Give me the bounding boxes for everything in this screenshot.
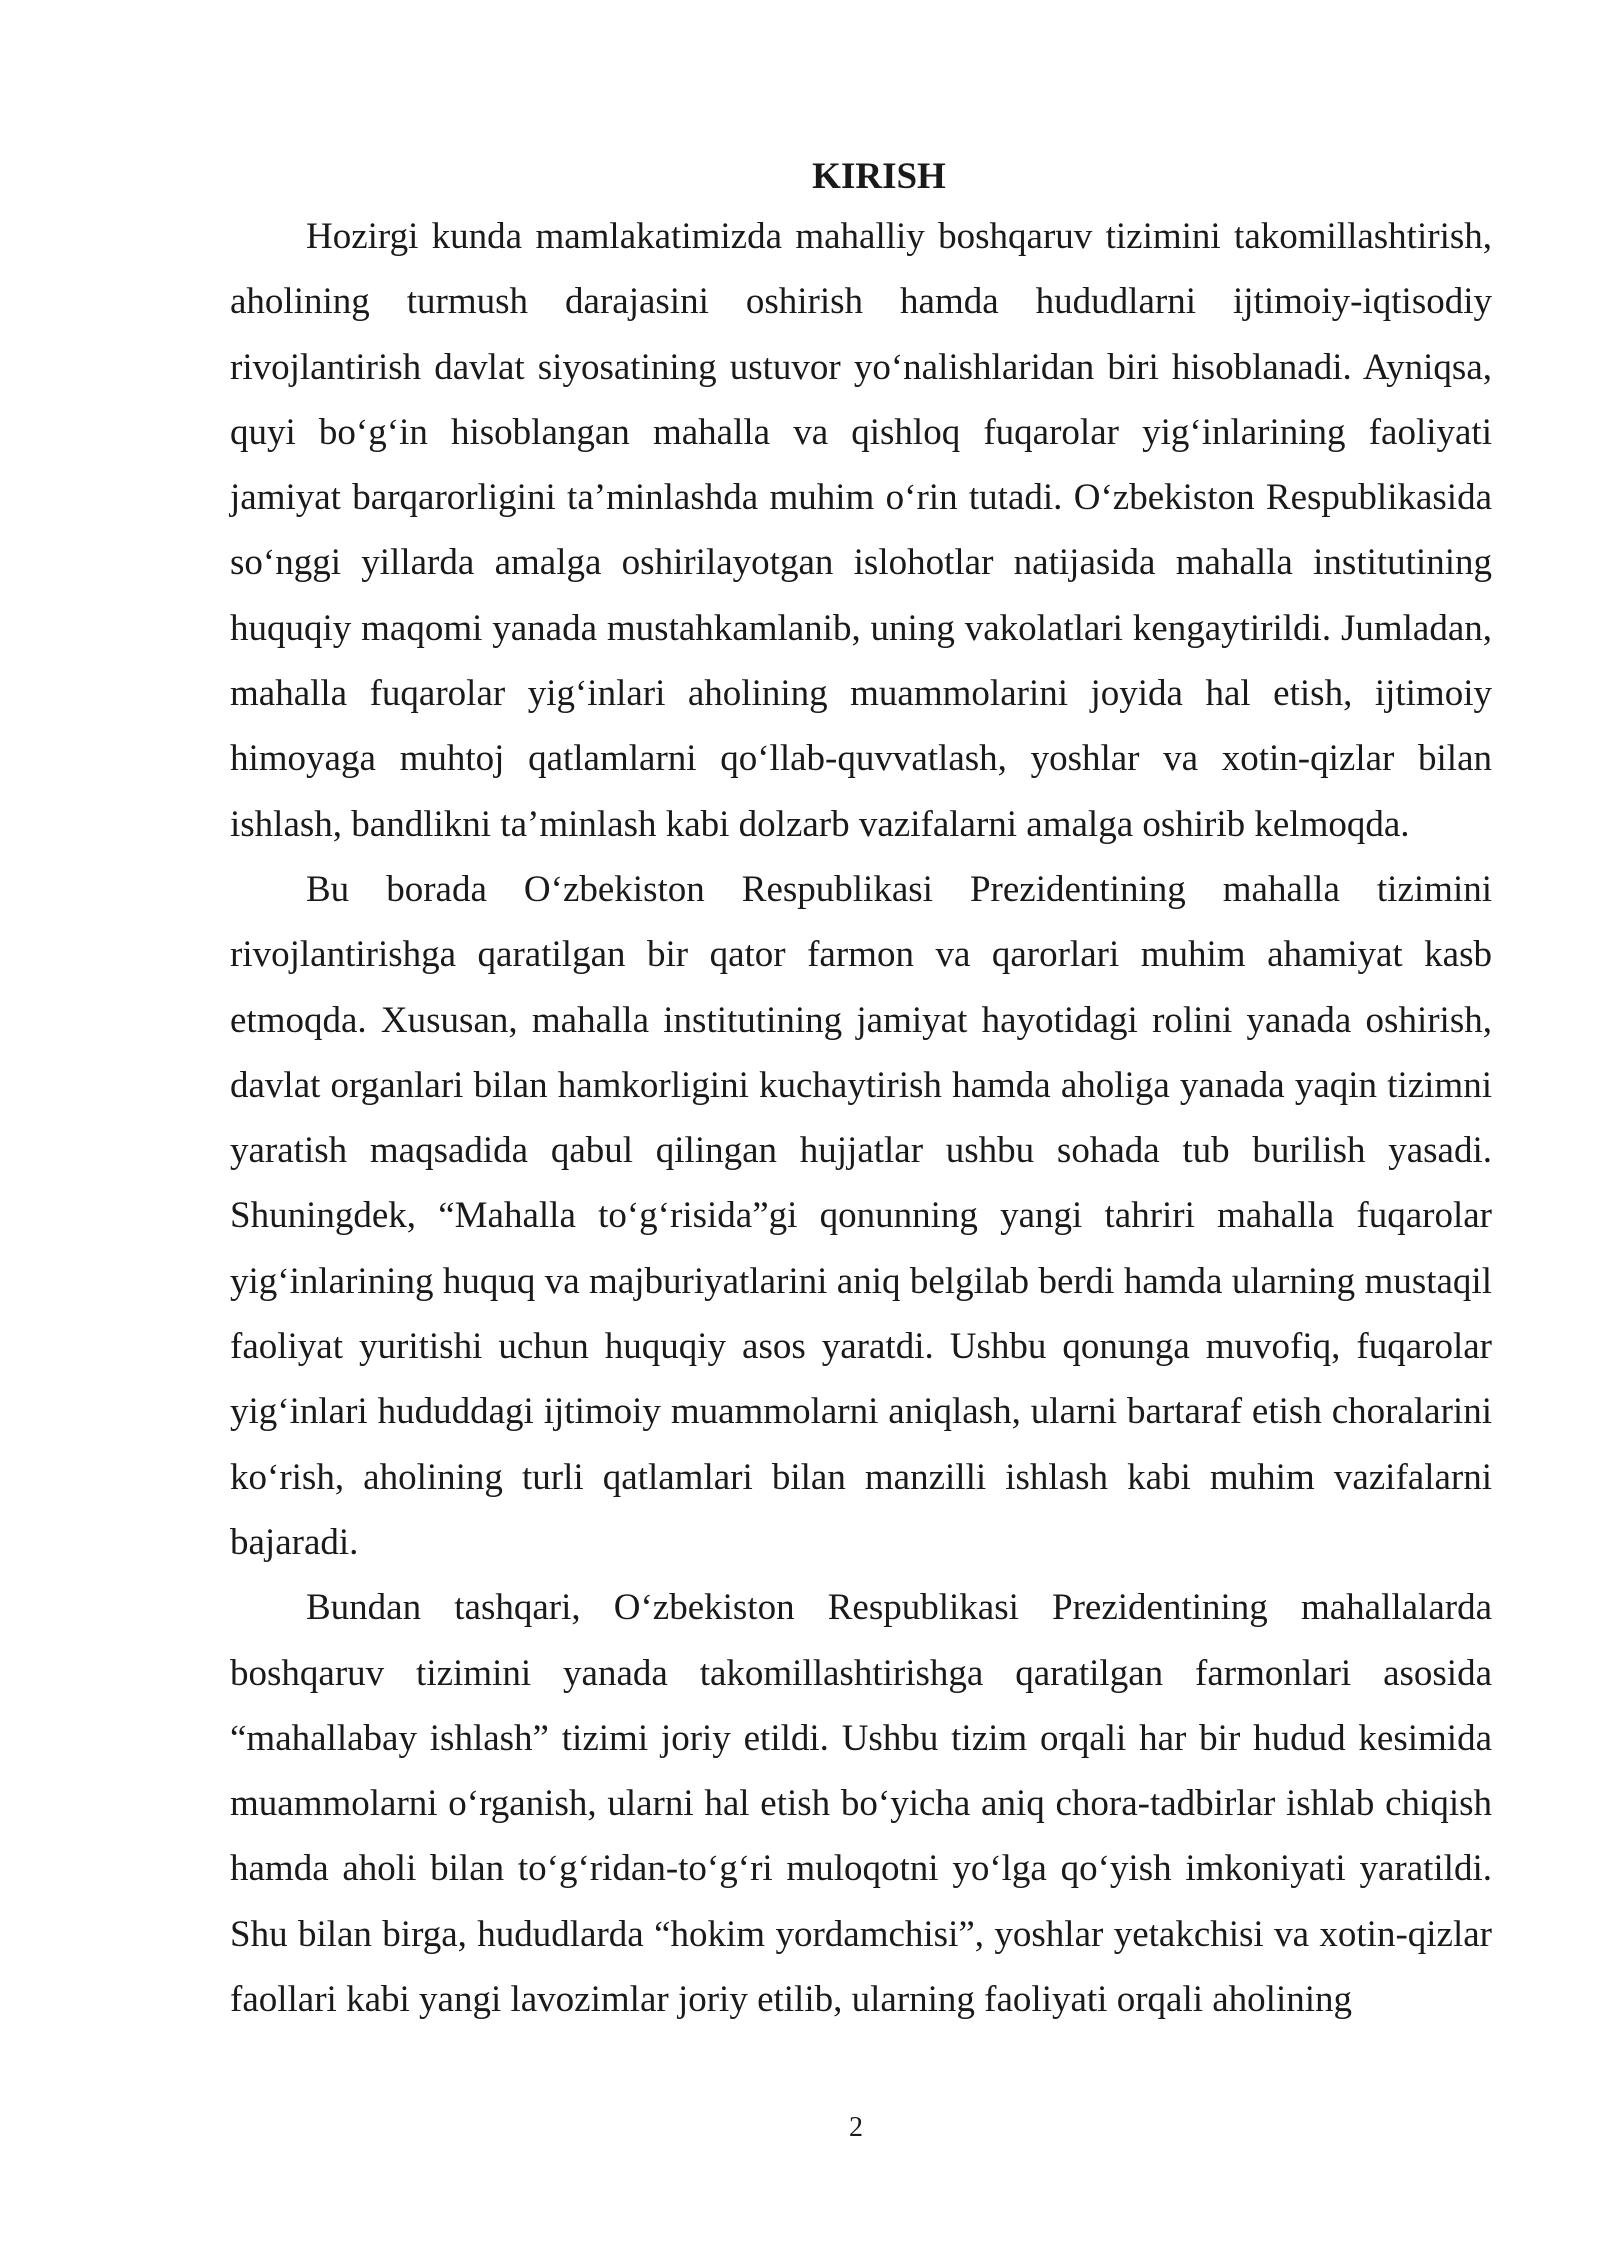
paragraph-1: Hozirgi kunda mamlakatimizda mahalliy boshqaruv tizimini takomillashtirish, aholining turmush darajasini oshirish hamda hududlarni ijtimoiy-iqtisodiy rivojlantirish davlat siyosatining ustuvor yo‘nalishlaridan biri hisoblanadi. Ayniqsa, quyi bo‘g‘in hisoblangan mahalla va qishloq fuqarolar yig‘inlarining faoliyati jamiyat barqarorligini ta’minlashda muhim o‘rin tutadi. O‘zbekiston Respublikasida so‘nggi yillarda amalga oshirilayotgan islohotlar natijasida mahalla institutining huquqiy maqomi yanada mustahkamlanib, uning vakolatlari kengaytirildi. Jumladan, mahalla fuqarolar yig‘inlari aholining muammolarini joyida hal etish, ijtimoiy himoyaga muhtoj qatlamlarni qo‘llab-quvvatlash, yoshlar va xotin-qizlar bilan ishlash, bandlikni ta’minlash kabi dolzarb vazifalarni amalga oshirib kelmoqda. (230, 216, 1492, 845)
page-content (230, 150, 1492, 2032)
paragraph-2: Bu borada O‘zbekiston Respublikasi Prezidentining mahalla tizimini rivojlantirishga qaratilgan bir qator farmon va qarorlari muhim ahamiyat kasb etmoqda. Xususan, mahalla institutining jamiyat hayotidagi rolini yanada oshirish, davlat organlari bilan hamkorligini kuchaytirish hamda aholiga yanada yaqin tizimni yaratish maqsadida qabul qilingan hujjatlar ushbu sohada tub burilish yasadi. Shuningdek, “Mahalla to‘g‘risida”gi qonunning yangi tahriri mahalla fuqarolar yig‘inlarining huquq va majburiyatlarini aniq belgilab berdi hamda ularning mustaqil faoliyat yuritishi uchun huquqiy asos yaratdi. Ushbu qonunga muvofiq, fuqarolar yig‘inlari hududdagi ijtimoiy muammolarni aniqlash, ularni bartaraf etish choralarini ko‘rish, aholining turli qatlamlari bilan manzilli ishlash kabi muhim vazifalarni bajaradi. (230, 868, 1492, 1563)
section-heading: KIRISH (812, 156, 946, 197)
paragraph-3: Bundan tashqari, O‘zbekiston Respublikasi Prezidentining mahallalarda boshqaruv tizimini yanada takomillashtirishga qaratilgan farmonlari asosida “mahallabay ishlash” tizimi joriy etildi. Ushbu tizim orqali har bir hudud kesimida muammolarni o‘rganish, ularni hal etish bo‘yicha aniq chora-tadbirlar ishlab chiqish hamda aholi bilan to‘g‘ridan-to‘g‘ri muloqotni yo‘lga qo‘yish imkoniyati yaratildi. Shu bilan birga, hududlarda “hokim yordamchisi”, yoshlar yetakchisi va xotin-qizlar faollari kabi yangi lavozimlar joriy etilib, ularning faoliyati orqali aholining (230, 1587, 1492, 2021)
page-number: 2 (849, 2112, 863, 2143)
